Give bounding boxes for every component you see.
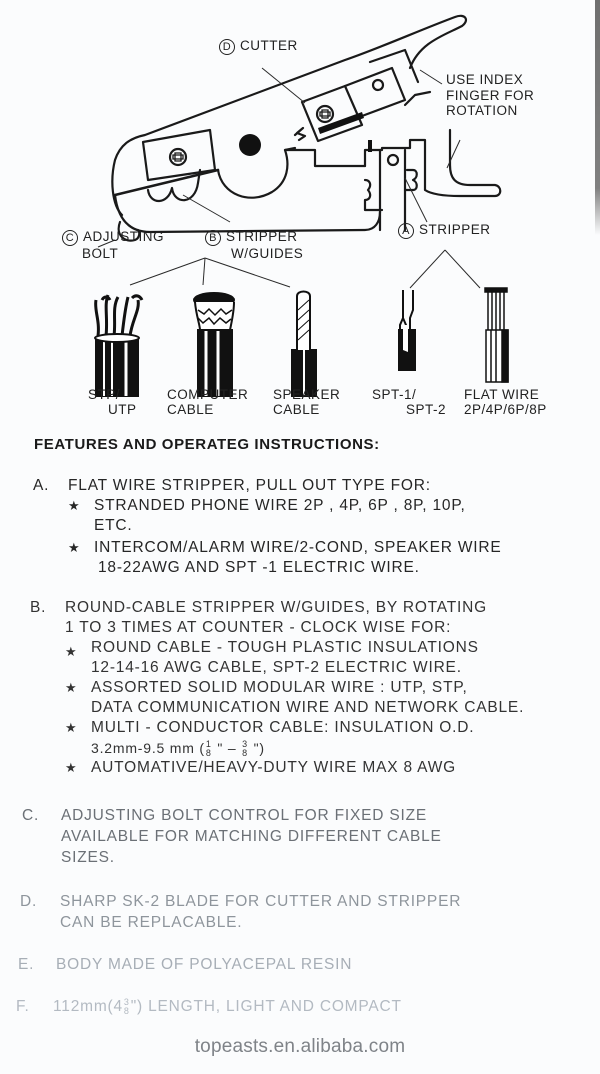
- star-icon: ★: [65, 720, 78, 735]
- insulation-size-range: 3.2mm-9.5 mm ( 1 8 " – 3 8 "): [91, 739, 265, 759]
- watermark: topeasts.en.alibaba.com: [194, 1036, 406, 1057]
- caption-computer-cable: COMPUTER CABLE: [167, 387, 249, 417]
- bullet-item: ★ INTERCOM/ALARM WIRE/2-COND, SPEAKER WIRE 18-22AWG AND SPT -1 ELECTRIC WIRE.: [68, 539, 502, 576]
- star-icon: ★: [68, 498, 81, 513]
- caption-speaker-cable: SPEAKER CABLE: [273, 387, 341, 417]
- fraction-three-eighths: 3 8: [123, 996, 130, 1016]
- cable-spt: [399, 290, 415, 370]
- section-letter: A.: [33, 477, 50, 494]
- star-icon: ★: [65, 680, 78, 695]
- fraction-three-eighths: 3 8: [242, 739, 248, 759]
- label-letter-b: B: [205, 230, 221, 246]
- star-icon: ★: [65, 644, 78, 659]
- instructions-heading: FEATURES AND OPERATEG INSTRUCTIONS:: [34, 436, 380, 453]
- section-letter: E.: [18, 956, 35, 973]
- caption-stp-utp: STP/ UTP: [88, 387, 137, 417]
- label-letter-a: A: [398, 223, 414, 239]
- bullet-item: ★ ASSORTED SOLID MODULAR WIRE : UTP, STP, DATA COMMUNICATION WIRE AND NETWORK CABLE.: [65, 679, 525, 716]
- bullet-item: ★ MULTI - CONDUCTOR CABLE: INSULATION O.D. 3.2mm-9.5 mm ( 1 8 " – 3 8 "): [65, 718, 524, 758]
- star-icon: ★: [68, 540, 81, 555]
- label-stripper-guides: B STRIPPER W/GUIDES: [205, 229, 303, 261]
- cable-stp-utp: [95, 295, 142, 396]
- length-spec: 112mm(4 3 8 ") LENGTH, LIGHT AND COMPACT: [53, 996, 402, 1016]
- label-index-finger: USE INDEX FINGER FOR ROTATION: [446, 72, 535, 118]
- pivot-hole: [239, 134, 261, 156]
- caption-flat-wire: FLAT WIRE 2P/4P/6P/8P: [464, 387, 547, 417]
- bullet-item: ★ AUTOMATIVE/HEAVY-DUTY WIRE MAX 8 AWG: [65, 759, 456, 777]
- label-cutter: D CUTTER: [219, 38, 298, 55]
- wire-stripper-diagram: [0, 0, 600, 430]
- cable-computer: [194, 293, 234, 396]
- cable-speaker: [292, 292, 316, 397]
- label-adjusting-bolt: C ADJUSTING BOLT: [62, 229, 164, 261]
- fraction-one-eighth: 1 8: [205, 739, 212, 759]
- label-letter-c: C: [62, 230, 78, 246]
- bullet-item: ★ STRANDED PHONE WIRE 2P , 4P, 6P , 8P, 10P, ETC.: [68, 497, 466, 534]
- bullet-item: ★ ROUND CABLE - TOUGH PLASTIC INSULATIONS 12-14-16 AWG CABLE, SPT-2 ELECTRIC WIRE.: [65, 639, 479, 676]
- section-letter: D.: [20, 893, 38, 910]
- section-letter: F.: [16, 998, 30, 1015]
- section-letter: B.: [30, 599, 47, 616]
- star-icon: ★: [65, 760, 78, 776]
- label-stripper: A STRIPPER: [398, 222, 491, 239]
- cable-flat-wire: [485, 288, 508, 382]
- section-letter: C.: [22, 807, 40, 824]
- caption-spt: SPT-1/ SPT-2: [372, 387, 447, 417]
- label-letter-d: D: [219, 39, 235, 55]
